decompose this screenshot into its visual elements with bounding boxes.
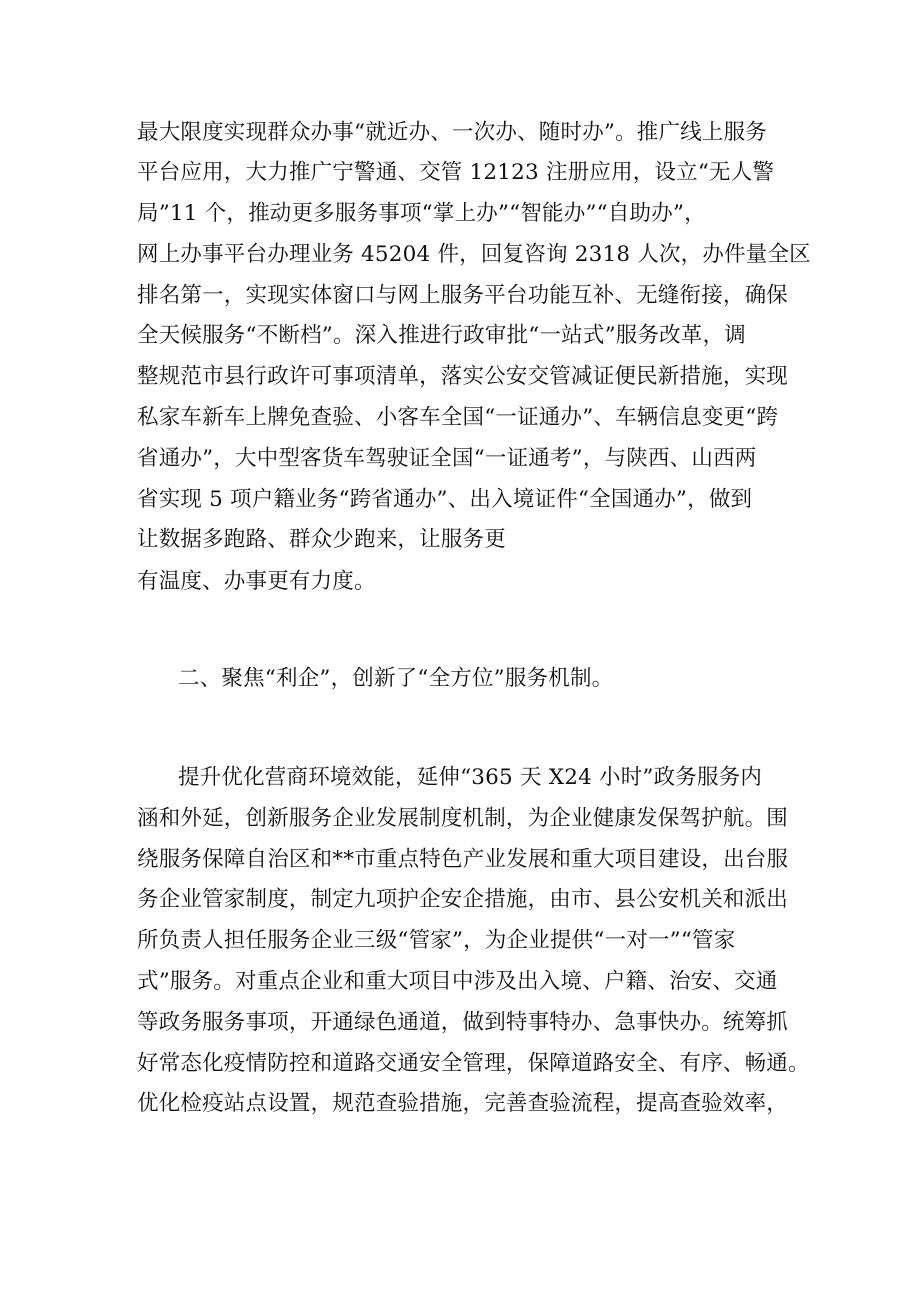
paragraph-1-line-3: 局”11 个，推动更多服务事项“掌上办”“智能办”“自助办”，: [137, 201, 706, 226]
paragraph-2-line-1: 提升优化营商环境效能，延伸“365 天 X24 小时”政务服务内: [178, 765, 763, 790]
paragraph-1-line-9: 省通办”，大中型客货车驾驶证全国“一证通考”，与陕西、山西两: [137, 446, 757, 471]
paragraph-1-line-5: 排名第一，实现实体窗口与网上服务平台功能互补、无缝衔接，确保: [137, 283, 789, 308]
paragraph-1-line-1: 最大限度实现群众办事“就近办、一次办、随时办”。推广线上服务: [137, 120, 767, 145]
paragraph-2-line-4: 务企业管家制度，制定九项护企安企措施，由市、县公安机关和派出: [137, 887, 789, 912]
paragraph-1-line-12: 有温度、办事更有力度。: [137, 569, 376, 594]
paragraph-2-line-8: 好常态化疫情防控和道路交通安全管理，保障道路安全、有序、畅通。: [137, 1051, 810, 1076]
paragraph-1-line-6: 全天候服务“不断档”。深入推进行政审批“一站式”服务改革，调: [137, 323, 746, 348]
paragraph-2-line-3: 绕服务保障自治区和**市重点特色产业发展和重大项目建设，出台服: [137, 847, 789, 872]
paragraph-2-line-9: 优化检疫站点设置，规范查验措施，完善查验流程，提高查验效率，: [137, 1091, 789, 1116]
paragraph-1-line-11: 让数据多跑路、群众少跑来，让服务更: [137, 527, 506, 552]
paragraph-1-line-8: 私家车新车上牌免查验、小客车全国“一证通办”、车辆信息变更“跨: [137, 405, 779, 430]
paragraph-2-line-2: 涵和外延，创新服务企业发展制度机制，为企业健康发保驾护航。围: [137, 806, 789, 831]
paragraph-2-line-7: 等政务服务事项，开通绿色通道，做到特事特办、急事快办。统筹抓: [137, 1010, 789, 1035]
paragraph-1-line-2: 平台应用，大力推广宁警通、交管 12123 注册应用，设立“无人警: [137, 160, 775, 185]
paragraph-1-line-10: 省实现 5 项户籍业务“跨省通办”、出入境证件“全国通办”，做到: [137, 487, 753, 512]
paragraph-2-line-6: 式”服务。对重点企业和重大项目中涉及出入境、户籍、治安、交通: [137, 969, 778, 994]
paragraph-1-line-4: 网上办事平台办理业务 45204 件，回复咨询 2318 人次，办件量全区: [137, 242, 811, 267]
paragraph-2-line-5: 所负责人担任服务企业三级“管家”，为企业提供“一对一”“管家: [137, 928, 736, 953]
section-heading: 二、聚焦“利企”，创新了“全方位”服务机制。: [178, 666, 614, 691]
paragraph-1-line-7: 整规范市县行政许可事项清单，落实公安交管减证便民新措施，实现: [137, 364, 789, 389]
